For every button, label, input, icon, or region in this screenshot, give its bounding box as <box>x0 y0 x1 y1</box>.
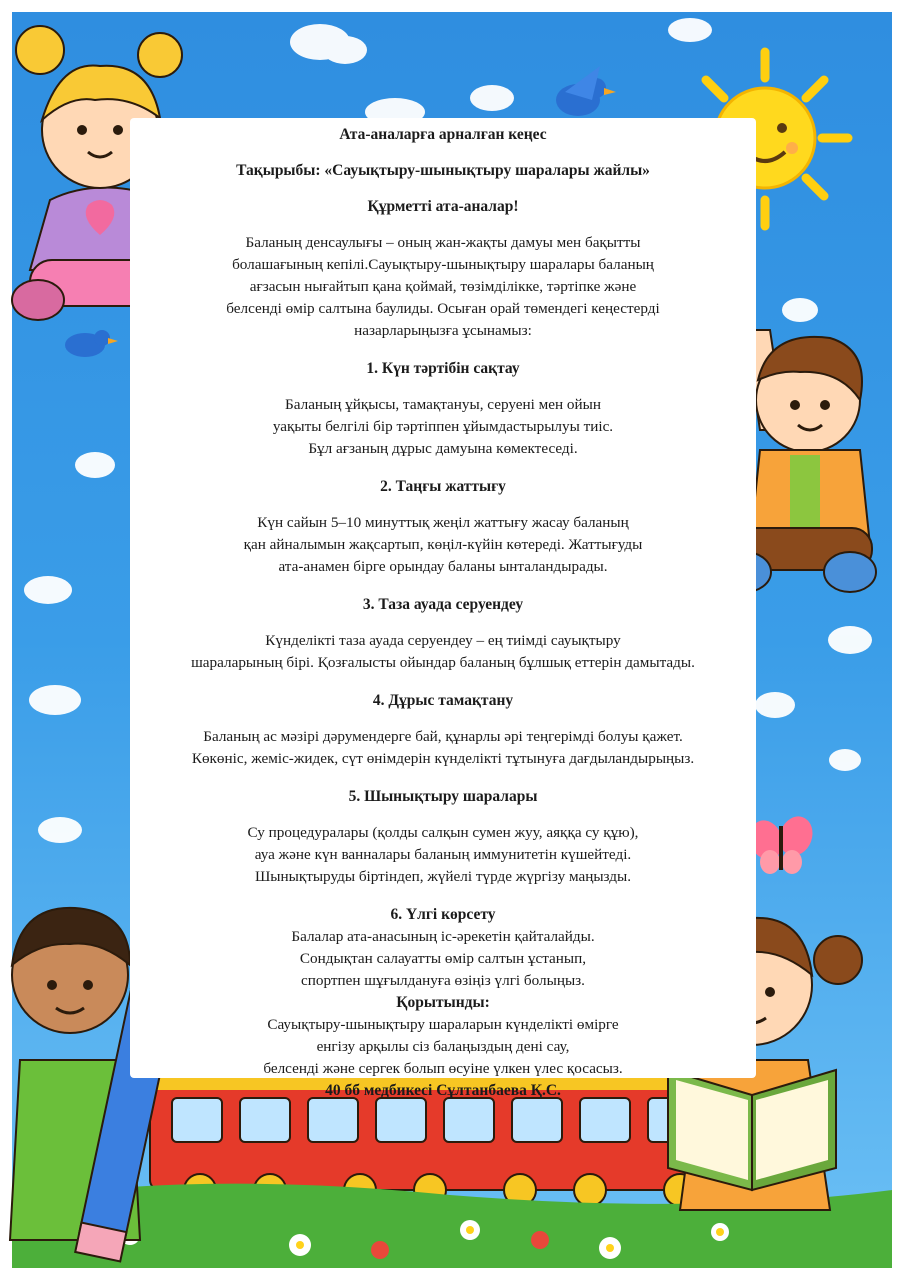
section-heading-5: 5. Шынықтыру шаралары <box>348 788 538 805</box>
conclusion-heading: Қорытынды: <box>396 994 490 1011</box>
document-topic: Тақырыбы: «Сауықтыру-шынықтыру шаралары жайлы» <box>236 162 650 179</box>
section-heading-1: 1. Күн тәртібін сақтау <box>366 360 520 377</box>
greeting: Құрметті ата-аналар! <box>367 198 519 215</box>
signature: 40 бб медбикесі Сұлтанбаева Қ.С. <box>325 1082 561 1099</box>
section-heading-4: 4. Дұрыс тамақтану <box>372 692 514 709</box>
section-heading-3: 3. Таза ауада серуендеу <box>362 596 524 613</box>
document-text <box>130 124 756 1102</box>
section-body-4: Баланың ас мәзірі дәрумендерге бай, құнарлы әрі теңгерімді болуы қажет. Көкөніс, жеміс-жидек, сүт өнімдерін күнделікті тұтынуға дағдыландырыңыз. <box>191 728 695 767</box>
section-heading-2: 2. Таңғы жаттығу <box>380 478 506 495</box>
section-body-1: Баланың ұйқысы, тамақтануы, серуені мен ойын уақыты белгілі бір тәртіппен ұйымдастырылуы тиіс. Бұл ағзаның дұрыс дамуына көмектеседі. <box>272 396 614 457</box>
document-title: Ата-аналарға арналған кеңес <box>339 126 547 143</box>
section-body-6: Балалар ата-анасының іс-әрекетін қайталайды. Сондықтан салауатты өмір салтын ұстанып, спортпен шұғылдануға өзіңіз үлгі болыңыз. <box>291 928 595 989</box>
section-body-2: Күн сайын 5–10 минуттық жеңіл жаттығу жасау баланың қан айналымын жақсартып, көңіл-күйін көтереді. Жаттығуды ата-анамен бірге орындау баланы ынталандырады. <box>243 514 643 575</box>
section-body-3: Күнделікті таза ауада серуендеу – ең тиімді сауықтыру шараларының бірі. Қозғалысты ойындар баланың бұлшық еттерін дамытады. <box>191 632 695 671</box>
section-heading-6: 6. Үлгі көрсету <box>390 906 496 923</box>
intro-paragraph: Баланың денсаулығы – оның жан-жақты дамуы мен бақытты болашағының кепілі.Сауықтыру-шынықтыру шаралары баланың ағзасын нығайтып қана қоймай, төзімділікке, тәртіпке және белсенді өмір салтына баулиды. Осыған орай төмендегі кеңестерді назарларыңызға ұсынамыз: <box>226 234 660 339</box>
conclusion-body: Сауықтыру-шынықтыру шараларын күнделікті өмірге енгізу арқылы сіз балаңыздың дені сау, белсенді және сергек болып өсуіне үлкен үлес қосасыз. <box>263 1016 623 1077</box>
section-body-5: Су процедуралары (қолды салқын сумен жуу, аяққа су құю), ауа және күн ванналары баланың иммунитетін күшейтеді. Шынықтыруды біртіндеп, жүйелі түрде жүргізу маңызды. <box>247 824 639 885</box>
